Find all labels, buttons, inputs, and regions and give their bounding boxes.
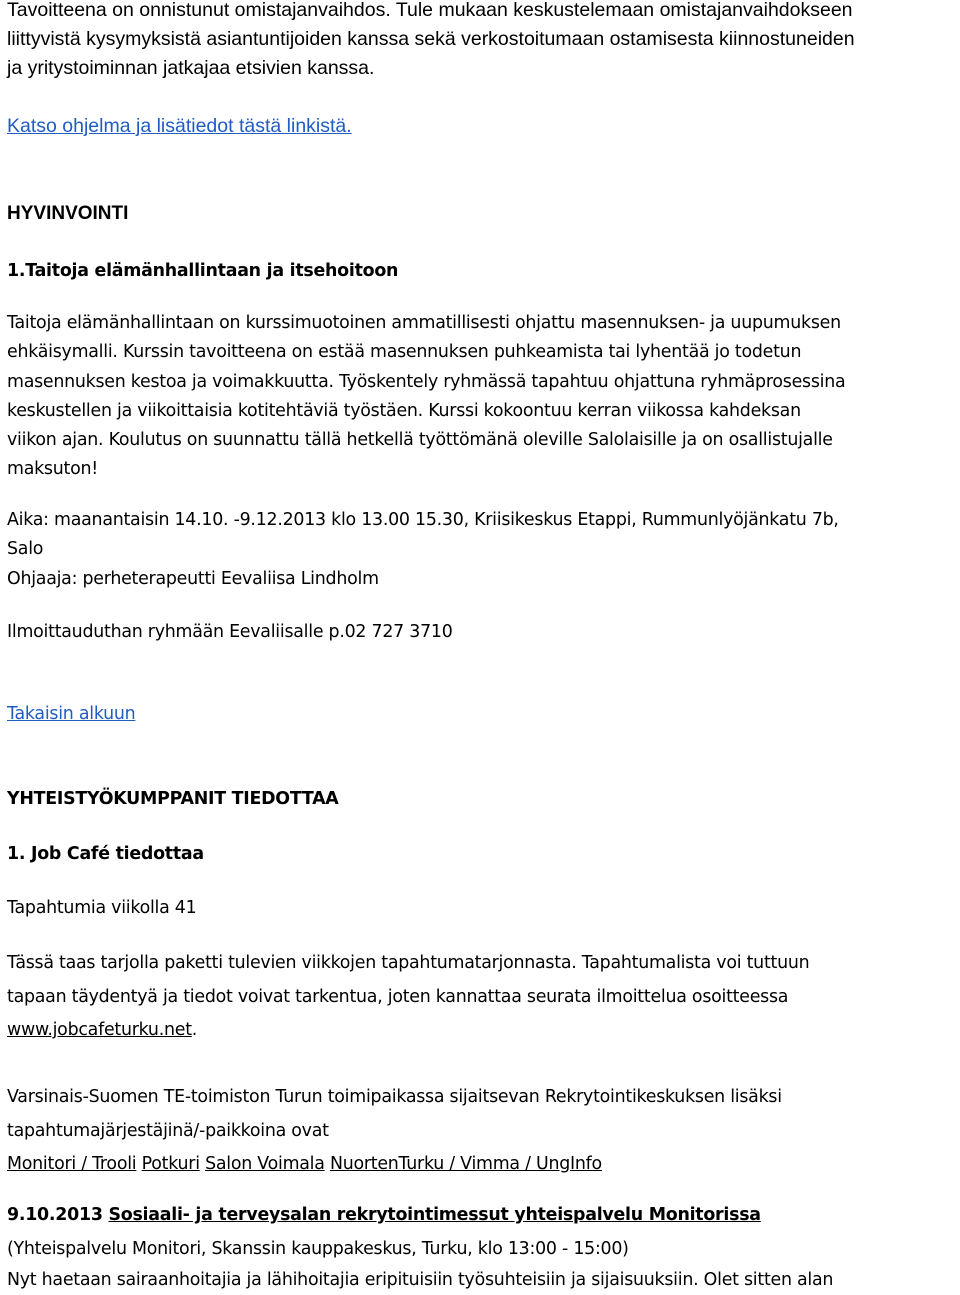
event-location: (Yhteispalvelu Monitori, Skanssin kauppakeskus, Turku, klo 13:00 - 15:00)	[7, 1239, 629, 1259]
time-and-place	[7, 506, 839, 564]
event-heading	[7, 1201, 761, 1229]
intro-line: liittyvistä kysymyksistä asiantuntijoiden kanssa sekä verkostoitumaan ostamisesta kiinnostuneiden	[7, 28, 855, 50]
para-line	[7, 1014, 809, 1048]
org-link-monitori-trooli[interactable]: Monitori / Trooli	[7, 1154, 137, 1174]
hyvinvointi-body	[7, 309, 845, 485]
jobcafe-paragraph	[7, 947, 809, 1048]
organizer-links	[7, 1148, 782, 1182]
org-link-nuortenturku[interactable]: NuortenTurku / Vimma / UngInfo	[329, 1154, 602, 1174]
events-week: Tapahtumia viikolla 41	[7, 898, 197, 918]
para-line: Tässä taas tarjolla paketti tulevien viikkojen tapahtumatarjonnasta. Tapahtumalista voi tuttuun	[7, 953, 810, 973]
org-link-salon-voimala[interactable]: Salon Voimala	[205, 1154, 325, 1174]
organizers-line: Varsinais-Suomen TE-toimiston Turun toimipaikassa sijaitsevan Rekrytointikeskuksen lisäksi	[7, 1087, 782, 1107]
intro-line: ja yritystoiminnan jatkajaa etsivien kanssa.	[7, 57, 375, 79]
time-line: Salo	[7, 539, 44, 559]
event-title-link[interactable]: Sosiaali- ja terveysalan rekrytointimessut yhteispalvelu Monitorissa	[108, 1205, 761, 1225]
back-to-top-link[interactable]: Takaisin alkuun	[7, 704, 136, 724]
body-line: viikon ajan. Koulutus on suunnattu tällä hetkellä työttömänä oleville Salolaisille ja on osallistujalle	[7, 430, 833, 451]
event-description: Nyt haetaan sairaanhoitajia ja lähihoitajia eripituisiin työsuhteisiin ja sijaisuuksiin. Olet sitten alan	[7, 1270, 834, 1290]
jobcafe-site-link[interactable]: www.jobcafeturku.net	[7, 1020, 192, 1040]
intro-paragraph	[7, 0, 855, 83]
program-link[interactable]: Katso ohjelma ja lisätiedot tästä linkistä.	[7, 115, 352, 137]
section-heading-hyvinvointi: HYVINVOINTI	[7, 203, 129, 224]
section-heading-yhteistyo: YHTEISTYÖKUMPPANIT TIEDOTTAA	[7, 789, 339, 809]
organizers-paragraph	[7, 1081, 782, 1182]
body-line: maksuton!	[7, 459, 98, 480]
body-line: ehkäisymalli. Kurssin tavoitteena on estää masennuksen puhkeamista tai lyhentää jo todetun	[7, 342, 802, 363]
para-line: tapaan täydentyä ja tiedot voivat tarkentua, joten kannattaa seurata ilmoittelua osoitteessa	[7, 986, 789, 1007]
body-line: masennuksen kestoa ja voimakkuutta. Työskentely ryhmässä tapahtuu ohjattuna ryhmäprosessina	[7, 371, 846, 392]
instructor: Ohjaaja: perheterapeutti Eevaliisa Lindholm	[7, 569, 379, 589]
intro-line: Tavoitteena on onnistunut omistajanvaihdos. Tule mukaan keskustelemaan omistajanvaihdokseen	[7, 0, 853, 21]
item-title-jobcafe: 1. Job Café tiedottaa	[7, 844, 204, 864]
event-date: 9.10.2013	[7, 1205, 103, 1225]
org-link-potkuri[interactable]: Potkuri	[141, 1154, 200, 1174]
time-line: Aika: maanantaisin 14.10. -9.12.2013 klo 13.00 15.30, Kriisikeskus Etappi, Rummunlyöjänkatu 7b,	[7, 510, 839, 530]
body-line: Taitoja elämänhallintaan on kurssimuotoinen ammatillisesti ohjattu masennuksen- ja uupumuksen	[7, 313, 841, 333]
site-suffix: .	[191, 1020, 198, 1040]
body-line: keskustellen ja viikoittaisia kotitehtäviä työstäen. Kurssi kokoontuu kerran viikossa kahdeksan	[7, 400, 801, 421]
signup-info: Ilmoittauduthan ryhmään Eevaliisalle p.02 727 3710	[7, 622, 453, 642]
organizers-line: tapahtumajärjestäjinä/-paikkoina ovat	[7, 1120, 329, 1141]
item-title-taitoja: 1.Taitoja elämänhallintaan ja itsehoitoon	[7, 261, 399, 281]
